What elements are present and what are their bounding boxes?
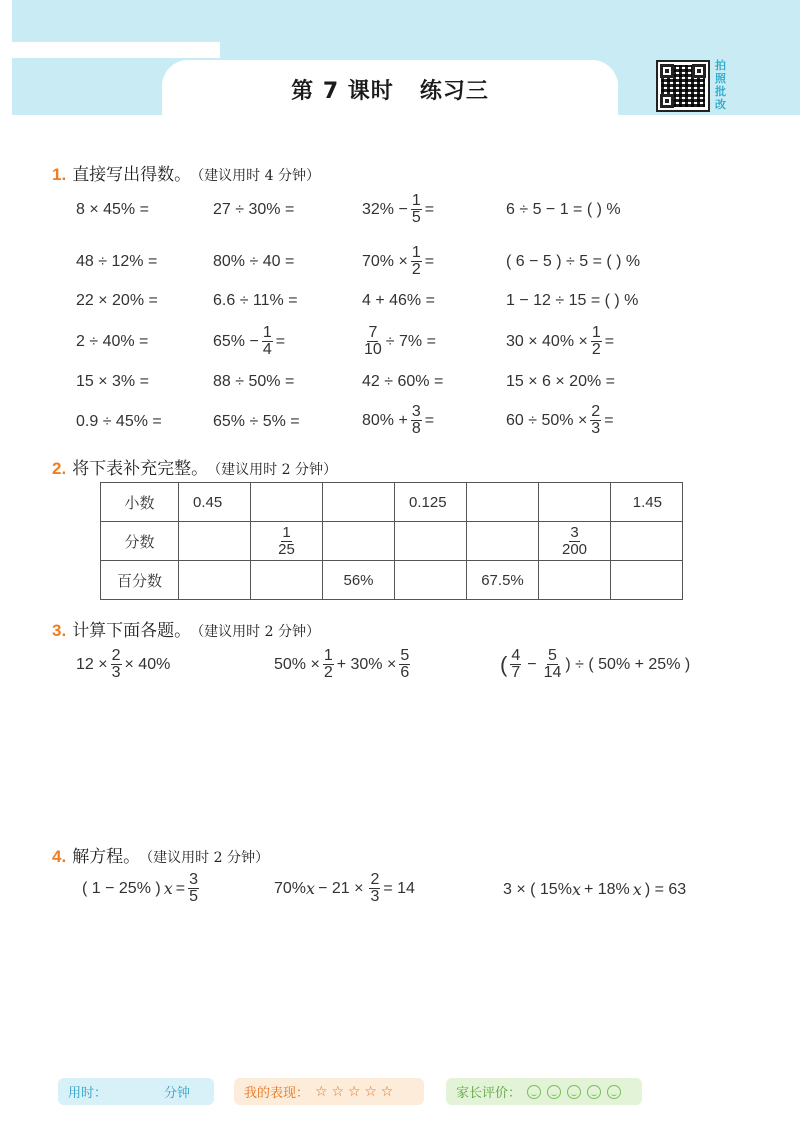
expr-part: = [424, 411, 435, 429]
section-3-hint: （建议用时 2 分钟） [197, 624, 320, 640]
denominator: 10 [364, 341, 382, 358]
table-cell-blank[interactable] [251, 483, 323, 522]
table-cell-blank[interactable] [179, 522, 251, 561]
denominator: 2 [323, 664, 333, 681]
section-4-heading [52, 842, 269, 867]
expr-part: × 40% [124, 655, 171, 673]
problem-5-2: 88 ÷ 50% = [213, 373, 295, 390]
calc-problem-2 [274, 648, 413, 681]
fraction [188, 872, 199, 905]
problem-3-1: 22 × 20% = [76, 292, 158, 309]
table-cell [251, 522, 323, 561]
section-1-hint: （建议用时 4 分钟） [197, 168, 320, 184]
numerator: 7 [368, 324, 378, 341]
table-cell-blank[interactable] [467, 522, 539, 561]
problem-1-4: 6 ÷ 5 − 1 = ( ) % [506, 201, 621, 218]
table-row-decimal [101, 483, 683, 522]
footer-time-box [58, 1078, 214, 1105]
time-label: 用时： [68, 1085, 108, 1100]
table-row-fraction [101, 522, 683, 561]
section-3-title: 计算下面各题。 [72, 621, 192, 641]
denominator: 200 [561, 541, 588, 558]
numerator: 4 [511, 647, 521, 664]
star-rating[interactable]: ☆ ☆ ☆ ☆ ☆ [315, 1083, 394, 1099]
problem-2-3 [362, 245, 434, 278]
table-cell-blank[interactable] [179, 561, 251, 600]
problem-2-1: 48 ÷ 12% = [76, 253, 158, 270]
section-4-title: 解方程。 [72, 847, 141, 867]
row-label: 分数 [101, 522, 179, 561]
table-cell: 1.45 [611, 483, 683, 522]
problem-4-4 [506, 325, 614, 358]
problem-5-3: 42 ÷ 60% = [362, 373, 444, 390]
expr-part: 12 × [76, 655, 108, 673]
section-4-hint: （建议用时 2 分钟） [146, 850, 269, 866]
table-cell: 56% [323, 561, 395, 600]
problem-1-3 [362, 193, 434, 226]
table-cell: 67.5% [467, 561, 539, 600]
fraction [590, 404, 601, 437]
denominator: 7 [511, 664, 521, 681]
denominator: 5 [411, 209, 421, 226]
problem-4-1: 2 ÷ 40% = [76, 333, 149, 350]
table-row-percent [101, 561, 683, 600]
section-3-number: 3. [52, 621, 67, 640]
footer-parent-box [446, 1078, 642, 1105]
variable: x [163, 879, 173, 898]
numerator: 1 [411, 192, 421, 209]
numerator: 2 [591, 403, 601, 420]
table-cell-blank[interactable] [395, 561, 467, 600]
section-2-title: 将下表补充完整。 [72, 459, 209, 479]
numerator: 3 [411, 403, 421, 420]
smiley-icon[interactable] [547, 1085, 561, 1099]
smiley-icon[interactable] [607, 1085, 621, 1099]
table-cell [539, 522, 611, 561]
row-label: 小数 [101, 483, 179, 522]
expr-part: 80% + [362, 411, 408, 429]
numerator: 1 [282, 524, 291, 541]
problem-6-4 [506, 404, 614, 437]
expr-part: = [424, 200, 435, 218]
qr-code-icon[interactable] [656, 60, 710, 112]
expr-part: = [175, 879, 186, 897]
numerator: 3 [189, 871, 198, 888]
table-cell-blank[interactable] [323, 522, 395, 561]
header-notch [12, 42, 220, 58]
calc-problem-1 [76, 648, 170, 681]
expr-part: 30 × 40% × [506, 332, 588, 350]
problem-6-1: 0.9 ÷ 45% = [76, 413, 162, 430]
fraction [561, 525, 588, 558]
fraction [591, 325, 602, 358]
fraction [510, 648, 521, 681]
expr-part: + 30% × [336, 655, 397, 673]
problem-2-2: 80% ÷ 40 = [213, 253, 295, 270]
row-label: 百分数 [101, 561, 179, 600]
variable: x [571, 880, 581, 899]
table-cell-blank[interactable] [611, 561, 683, 600]
variable: x [306, 879, 316, 898]
expr-part: 3 × ( 15% [503, 880, 572, 898]
denominator: 2 [411, 261, 421, 278]
numerator: 1 [411, 244, 421, 261]
expr-part: 32% − [362, 200, 408, 218]
smiley-icon[interactable] [567, 1085, 581, 1099]
fraction [262, 325, 273, 358]
fraction [111, 648, 122, 681]
lesson-title: 练习三 [419, 79, 489, 104]
table-cell: 0.125 [395, 483, 467, 522]
expr-part: = [275, 332, 286, 350]
numerator: 5 [548, 647, 557, 664]
fraction [411, 245, 422, 278]
expr-part: = [604, 332, 615, 350]
fraction [363, 325, 383, 358]
qr-label: 拍照批改 [715, 60, 726, 111]
problem-3-2: 6.6 ÷ 11% = [213, 292, 298, 309]
fraction [543, 648, 563, 681]
section-1-number: 1. [52, 165, 67, 184]
footer-performance-box [234, 1078, 424, 1105]
parent-label: 家长评价： [456, 1085, 522, 1100]
expr-part: ) ÷ ( 50% + 25% ) [565, 655, 691, 673]
smiley-icon[interactable] [527, 1085, 541, 1099]
problem-2-4: ( 6 − 5 ) ÷ 5 = ( ) % [506, 253, 641, 270]
numerator: 3 [570, 524, 579, 541]
fraction [323, 648, 334, 681]
section-4-number: 4. [52, 847, 67, 866]
denominator: 3 [591, 420, 601, 437]
denominator: 6 [400, 664, 410, 681]
expr-part: = [604, 411, 614, 429]
denominator: 2 [591, 341, 601, 358]
denominator: 8 [411, 420, 421, 437]
section-3-heading [52, 616, 320, 641]
table-cell-blank[interactable] [467, 483, 539, 522]
expr-part: = [424, 252, 435, 270]
equation-1 [82, 872, 202, 905]
expr-part: 65% − [213, 332, 259, 350]
expr-part: 70% × [362, 252, 408, 270]
expr-part: ) = 63 [644, 880, 687, 898]
expr-part: = 14 [383, 879, 415, 897]
denominator: 4 [262, 341, 272, 358]
conversion-table [100, 482, 683, 600]
expr-part: 70% [274, 879, 307, 897]
expr-part: + 18% [583, 880, 630, 898]
expr-part: 50% × [274, 655, 320, 673]
fraction [399, 648, 410, 681]
expr-part: ÷ 7% = [385, 332, 436, 350]
calc-problem-3 [500, 648, 690, 681]
table-cell-blank[interactable] [395, 522, 467, 561]
numerator: 2 [370, 871, 380, 888]
expr-part: ( [500, 651, 508, 677]
problem-3-4: 1 − 12 ÷ 15 = ( ) % [506, 292, 639, 309]
expr-part: − 21 × [318, 879, 364, 897]
numerator: 1 [323, 647, 333, 664]
numerator: 5 [400, 647, 410, 664]
table-cell-blank[interactable] [323, 483, 395, 522]
equation-3 [503, 880, 689, 899]
table-cell: 0.45 [179, 483, 251, 522]
denominator: 25 [278, 541, 295, 558]
fraction [369, 872, 380, 905]
denominator: 3 [370, 888, 380, 905]
denominator: 3 [111, 664, 121, 681]
numerator: 1 [262, 324, 272, 341]
table-cell-blank[interactable] [611, 522, 683, 561]
section-2-heading [52, 454, 337, 479]
problem-1-2: 27 ÷ 30% = [213, 201, 295, 218]
expr-part: − [527, 655, 537, 673]
expr-part: 60 ÷ 50% × [506, 411, 588, 429]
problem-4-2 [213, 325, 285, 358]
fraction [411, 193, 422, 226]
numerator: 2 [111, 647, 121, 664]
problem-3-3: 4 + 46% = [362, 292, 435, 309]
fraction [277, 525, 296, 558]
table-cell-blank[interactable] [251, 561, 323, 600]
numerator: 1 [591, 324, 601, 341]
denominator: 14 [543, 664, 562, 681]
section-1-title: 直接写出得数。 [72, 165, 192, 185]
performance-label: 我的表现： [244, 1085, 310, 1100]
page-title [162, 74, 618, 105]
table-cell-blank[interactable] [539, 561, 611, 600]
problem-1-1: 8 × 45% = [76, 201, 149, 218]
equation-2 [274, 872, 415, 905]
fraction [411, 404, 422, 437]
smiley-icon[interactable] [587, 1085, 601, 1099]
section-2-number: 2. [52, 459, 67, 478]
problem-4-3 [360, 325, 436, 358]
expr-part: ( 1 − 25% ) [82, 879, 161, 897]
section-1-heading [52, 160, 320, 185]
variable: x [632, 880, 642, 899]
lesson-number: 第 7 课时 [291, 79, 394, 104]
problem-5-4: 15 × 6 × 20% = [506, 373, 615, 390]
problem-6-3 [362, 404, 434, 437]
table-cell-blank[interactable] [539, 483, 611, 522]
problem-6-2: 65% ÷ 5% = [213, 413, 300, 430]
problem-5-1: 15 × 3% = [76, 373, 149, 390]
time-unit: 分钟 [163, 1085, 190, 1100]
denominator: 5 [189, 888, 198, 905]
section-2-hint: （建议用时 2 分钟） [214, 462, 337, 478]
